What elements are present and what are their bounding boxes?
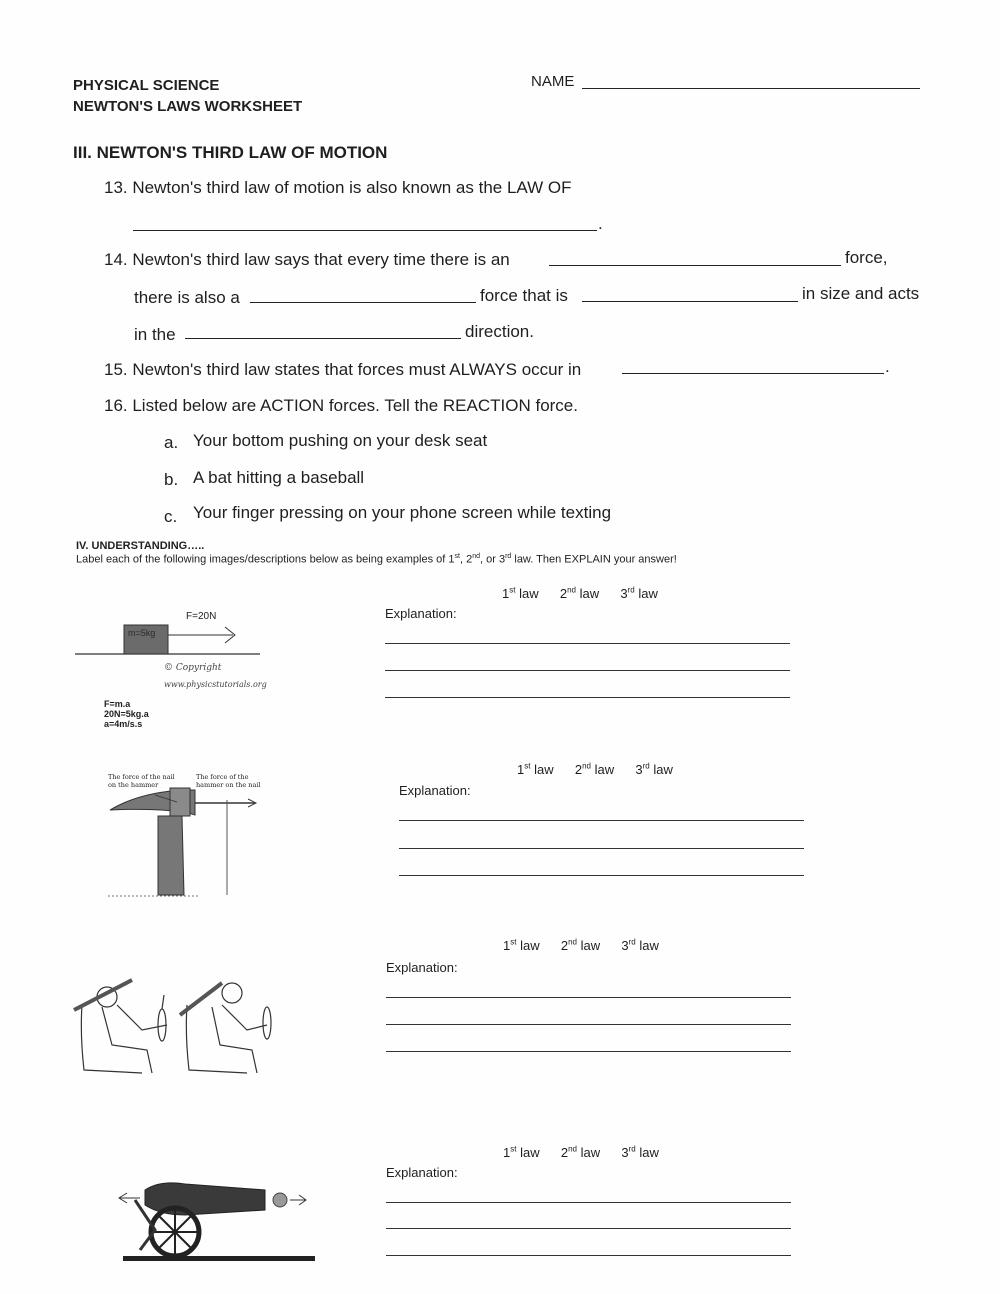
q14-line2-end: in size and acts [802,284,920,303]
item4-law-options [503,1145,659,1160]
section4-title: IV. UNDERSTANDING….. [76,540,205,552]
law-option-2nd[interactable]: 2nd law [560,1145,601,1161]
q16-c-letter: c. [164,507,178,526]
law-option-1st[interactable]: 1st law [517,762,554,778]
nail-on-hammer-label: The force of the nail on the hammer [108,773,175,789]
equations: F=m.a 20N=5kg.a a=4m/s.s [104,699,149,729]
q16-a-letter: a. [164,433,179,452]
item1-answer-line-3[interactable] [385,697,790,698]
item2-answer-line-3[interactable] [399,875,804,876]
force-label: F=20N [186,611,217,622]
website-text: www.physicstutorials.org [164,680,267,689]
item2-law-options [517,762,673,777]
q13-end: . [598,214,603,233]
q16-b-letter: b. [164,470,179,489]
subject-title: PHYSICAL SCIENCE [73,77,220,94]
law-option-2nd[interactable]: 2nd law [560,938,601,954]
item4-explanation-label: Explanation: [386,1165,458,1180]
item4-answer-line-1[interactable] [386,1202,791,1203]
q16-text: 16. Listed below are ACTION forces. Tell the REACTION force. [104,396,578,415]
name-label: NAME [531,73,575,90]
section4-instructions: Label each of the following images/descriptions below as being examples of 1st, 2nd, or 3rd law. Then EXPLAIN your answer! [76,553,677,566]
law-option-3rd[interactable]: 3rd law [621,938,659,954]
law-option-2nd[interactable]: 2nd law [574,762,615,778]
q14-blank-3[interactable] [582,301,798,302]
q14-blank-2[interactable] [250,302,476,303]
item1-answer-line-1[interactable] [385,643,790,644]
item2-answer-line-1[interactable] [399,820,804,821]
hammer-on-nail-label: The force of the hammer on the nail [196,773,261,789]
q14-line3-end: direction. [465,322,534,341]
hammer-nail-figure [100,770,270,905]
q13-text: 13. Newton's third law of motion is also known as the LAW OF [104,178,572,197]
item1-law-options [502,586,658,601]
item1-answer-line-2[interactable] [385,670,790,671]
section3-title: III. NEWTON'S THIRD LAW OF MOTION [73,143,388,162]
law-option-2nd[interactable]: 2nd law [559,586,600,602]
item1-explanation-label: Explanation: [385,606,457,621]
q14-blank-1[interactable] [549,265,841,266]
q14-line1-end: force, [845,248,888,267]
law-option-1st[interactable]: 1st law [503,1145,540,1161]
worksheet-title: NEWTON'S LAWS WORKSHEET [73,98,303,115]
q15-end: . [885,357,890,376]
item4-answer-line-3[interactable] [386,1255,791,1256]
q14-line1-start: 14. Newton's third law says that every time there is an [104,250,510,269]
item3-answer-line-2[interactable] [386,1024,791,1025]
item3-explanation-label: Explanation: [386,960,458,975]
cannon-figure [115,1170,325,1270]
q16-a-text: Your bottom pushing on your desk seat [193,431,488,450]
law-option-3rd[interactable]: 3rd law [635,762,673,778]
q13-blank[interactable] [133,230,597,231]
item3-answer-line-1[interactable] [386,997,791,998]
q14-line2-start: there is also a [134,288,240,307]
q16-b-text: A bat hitting a baseball [193,468,365,487]
item2-answer-line-2[interactable] [399,848,804,849]
mass-label: m=5kg [128,628,156,638]
q14-line2-mid: force that is [480,286,568,305]
law-option-1st[interactable]: 1st law [503,938,540,954]
item2-explanation-label: Explanation: [399,783,471,798]
q15-blank[interactable] [622,373,884,374]
q14-line3-start: in the [134,325,176,344]
law-option-1st[interactable]: 1st law [502,586,539,602]
item3-answer-line-3[interactable] [386,1051,791,1052]
name-field[interactable] [582,88,920,89]
seatbelt-drivers-figure [72,975,282,1085]
item4-answer-line-2[interactable] [386,1228,791,1229]
law-option-3rd[interactable]: 3rd law [620,586,658,602]
q14-blank-4[interactable] [185,338,461,339]
copyright-text: © Copyright [164,663,222,673]
q15-text: 15. Newton's third law states that forces must ALWAYS occur in [104,360,582,379]
item3-law-options [503,938,659,953]
law-option-3rd[interactable]: 3rd law [621,1145,659,1161]
q16-c-text: Your finger pressing on your phone screen while texting [193,503,612,522]
